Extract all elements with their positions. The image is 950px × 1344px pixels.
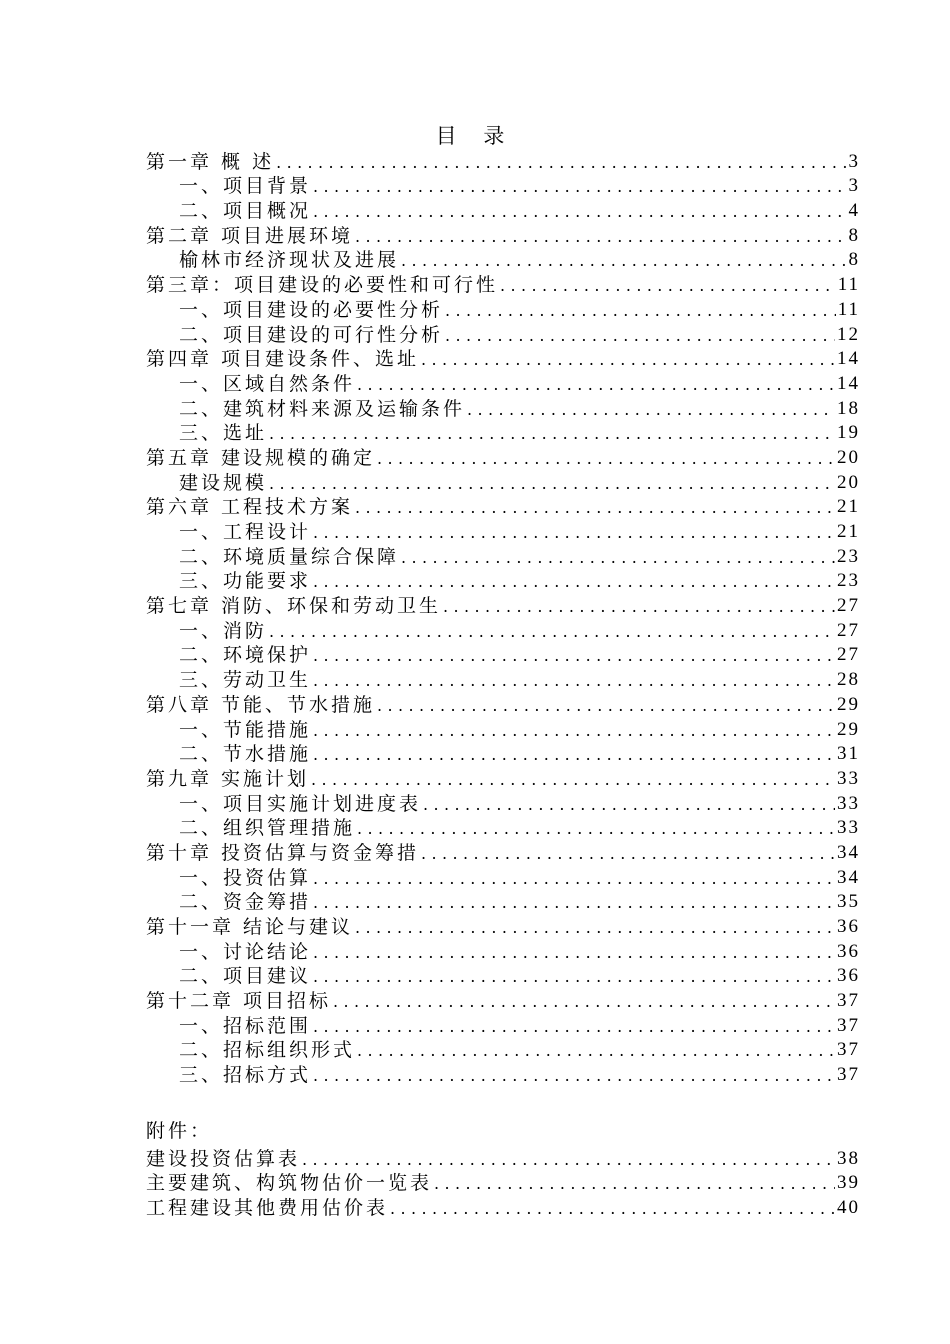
toc-page-number: 36 <box>837 965 860 987</box>
toc-page-number: 4 <box>848 200 860 222</box>
toc-subentry[interactable] <box>146 742 860 767</box>
dot-leader <box>355 917 835 939</box>
toc-page-number: 11 <box>837 298 860 320</box>
dot-leader <box>355 497 835 519</box>
toc-subentry[interactable] <box>146 371 860 396</box>
toc-subentry[interactable] <box>146 297 860 322</box>
toc-entry[interactable] <box>146 914 860 939</box>
dot-leader <box>313 522 835 544</box>
dot-leader <box>390 1198 835 1220</box>
toc-entry-label: 第十一章 结论与建议 <box>146 916 354 938</box>
dot-leader <box>421 843 835 865</box>
toc-page-number: 31 <box>837 743 860 765</box>
dot-leader <box>313 645 835 667</box>
dot-leader <box>443 596 835 618</box>
toc-page-number: 36 <box>837 940 860 962</box>
toc-page-number: 19 <box>837 422 860 444</box>
toc-entry-label: 第五章 建设规模的确定 <box>146 446 376 469</box>
toc-page-number: 33 <box>837 767 860 789</box>
dot-leader <box>500 275 836 297</box>
toc-subentry[interactable] <box>146 322 860 347</box>
toc-subentry[interactable] <box>146 816 860 841</box>
toc-entry-label: 第十章 投资估算与资金筹措 <box>146 841 420 864</box>
toc-entry-label: 榆林市经济现状及进展 <box>179 249 400 272</box>
toc-page-number: 35 <box>837 891 860 913</box>
toc-entry-label: 一、消防 <box>179 619 268 642</box>
dot-leader <box>467 399 835 421</box>
dot-leader <box>269 473 835 495</box>
toc-page-number: 27 <box>837 619 860 641</box>
toc-page-number: 38 <box>837 1147 860 1169</box>
toc-subentry[interactable] <box>146 396 860 421</box>
toc-page-number: 27 <box>837 644 860 666</box>
dot-leader <box>313 720 835 742</box>
toc-subentry[interactable] <box>146 791 860 816</box>
dot-leader <box>357 1040 835 1062</box>
toc-entry-label: 二、招标组织形式 <box>179 1039 356 1062</box>
toc-page-number: 34 <box>837 866 860 888</box>
dot-leader <box>313 571 835 593</box>
toc-page-number: 21 <box>837 496 860 518</box>
toc-entry-label: 第六章 工程技术方案 <box>146 496 354 519</box>
toc-subentry[interactable] <box>146 470 860 495</box>
dot-leader <box>357 374 835 396</box>
toc-subentry[interactable] <box>146 643 860 668</box>
toc-page-number: 23 <box>837 570 860 592</box>
dot-leader <box>421 349 835 371</box>
toc-entry[interactable] <box>146 692 860 717</box>
toc-entry[interactable] <box>146 223 860 248</box>
dot-leader <box>313 1016 835 1038</box>
toc-subentry[interactable] <box>146 421 860 446</box>
toc-page-number: 28 <box>837 669 860 691</box>
toc-entry[interactable] <box>146 988 860 1013</box>
toc-page-number: 34 <box>837 841 860 863</box>
toc-entry[interactable] <box>146 347 860 372</box>
toc-entry-label: 主要建筑、构筑物估价一览表 <box>146 1172 433 1195</box>
toc-page-number: 8 <box>848 249 860 271</box>
toc-subentry[interactable] <box>146 544 860 569</box>
dot-leader <box>313 670 835 692</box>
dot-leader <box>313 201 846 223</box>
toc-page-number: 18 <box>837 397 860 419</box>
toc-subentry[interactable] <box>146 1038 860 1063</box>
toc-page-number: 29 <box>837 718 860 740</box>
appendix-list <box>146 1146 860 1220</box>
toc-entry-label: 一、节能措施 <box>179 718 312 741</box>
dot-leader <box>313 1065 835 1087</box>
toc-page-number: 37 <box>837 1014 860 1036</box>
toc-subentry[interactable] <box>146 939 860 964</box>
toc-page-number: 14 <box>837 348 860 370</box>
toc-entry-label: 一、招标范围 <box>179 1014 312 1037</box>
toc-entry-label: 一、项目建设的必要性分析 <box>179 298 444 321</box>
toc-entry-label: 三、劳动卫生 <box>179 669 312 692</box>
toc-page-number: 33 <box>837 817 860 839</box>
toc-entry-label: 三、招标方式 <box>179 1064 312 1087</box>
toc-entry-label: 二、建筑材料来源及运输条件 <box>179 397 466 420</box>
toc-page-number: 37 <box>837 990 860 1012</box>
dot-leader <box>302 1149 835 1171</box>
toc-page-number: 37 <box>837 1039 860 1061</box>
toc-entry[interactable] <box>146 445 860 470</box>
toc-page-number: 3 <box>848 150 860 172</box>
toc-entry-label: 二、环境保护 <box>179 644 312 667</box>
dot-leader <box>313 868 835 890</box>
dot-leader <box>401 547 835 569</box>
toc-entry-label: 一、项目背景 <box>179 175 312 198</box>
toc-page-number: 39 <box>837 1172 860 1194</box>
toc-entry-label: 二、节水措施 <box>179 743 312 766</box>
toc-entry-label: 第八章 节能、节水措施 <box>146 693 376 716</box>
toc-page-number: 20 <box>837 446 860 468</box>
dot-leader <box>401 250 846 272</box>
toc-entry-label: 三、功能要求 <box>179 570 312 593</box>
toc-entry[interactable] <box>146 495 860 520</box>
toc-subentry[interactable] <box>146 890 860 915</box>
toc-entry[interactable] <box>146 593 860 618</box>
toc-subentry[interactable] <box>146 519 860 544</box>
toc-page-number: 36 <box>837 916 860 937</box>
toc-page-number: 20 <box>837 471 860 493</box>
toc-entry-label: 一、项目实施计划进度表 <box>179 792 422 815</box>
toc-entry-label: 一、投资估算 <box>179 866 312 889</box>
toc-entry[interactable] <box>146 272 860 297</box>
toc-entry-label: 三、选址 <box>179 422 268 445</box>
toc-entry[interactable] <box>146 1171 860 1196</box>
toc-subentry[interactable] <box>146 717 860 742</box>
toc-entry-label: 第十二章 项目招标 <box>146 990 332 1013</box>
toc-entry-label: 第七章 消防、环保和劳动卫生 <box>146 595 442 618</box>
toc-entry[interactable] <box>146 1195 860 1220</box>
table-of-contents <box>146 149 860 1087</box>
toc-entry-label: 第九章 实施计划 <box>146 767 310 790</box>
dot-leader <box>313 942 835 964</box>
toc-entry[interactable] <box>146 766 860 791</box>
toc-page-number: 27 <box>837 595 860 617</box>
dot-leader <box>445 300 836 322</box>
toc-entry-label: 第二章 项目进展环境 <box>146 224 354 247</box>
toc-page-number: 21 <box>837 521 860 542</box>
toc-entry-label: 第一章 概 述 <box>146 150 275 173</box>
toc-entry-label: 一、工程设计 <box>179 521 312 543</box>
toc-subentry[interactable] <box>146 1013 860 1038</box>
toc-page-number: 12 <box>837 323 860 345</box>
toc-entry-label: 工程建设其他费用估价表 <box>146 1197 389 1220</box>
toc-entry-label: 建设投资估算表 <box>146 1147 301 1170</box>
toc-subentry[interactable] <box>146 174 860 199</box>
dot-leader <box>333 991 835 1013</box>
dot-leader <box>434 1173 835 1195</box>
dot-leader <box>445 325 835 347</box>
toc-page-number: 3 <box>848 175 860 197</box>
toc-entry-label: 二、项目建议 <box>179 965 312 988</box>
dot-leader <box>276 152 846 174</box>
toc-page-number: 37 <box>837 1064 860 1086</box>
dot-leader <box>357 818 835 840</box>
toc-entry-label: 二、项目概况 <box>179 200 312 223</box>
toc-entry[interactable] <box>146 840 860 865</box>
toc-page-number: 8 <box>848 224 860 246</box>
toc-entry-label: 二、环境质量综合保障 <box>179 545 400 568</box>
toc-subentry[interactable] <box>146 618 860 643</box>
toc-entry-label: 二、资金筹措 <box>179 891 312 914</box>
toc-entry-label: 二、组织管理措施 <box>179 817 356 840</box>
dot-leader <box>423 794 835 816</box>
toc-entry-label: 二、项目建设的可行性分析 <box>179 323 444 346</box>
toc-entry-label: 一、讨论结论 <box>179 940 312 963</box>
dot-leader <box>313 966 835 988</box>
appendix-heading: 附件： <box>146 1120 213 1142</box>
toc-subentry[interactable] <box>146 248 860 273</box>
dot-leader <box>313 892 835 914</box>
toc-subentry[interactable] <box>146 198 860 223</box>
toc-page-number: 14 <box>837 372 860 394</box>
toc-entry-label: 第三章：项目建设的必要性和可行性 <box>146 274 499 297</box>
dot-leader <box>313 744 835 766</box>
toc-entry[interactable] <box>146 1146 860 1171</box>
dot-leader <box>269 621 835 643</box>
dot-leader <box>311 769 835 791</box>
toc-subentry[interactable] <box>146 569 860 594</box>
dot-leader <box>377 448 835 470</box>
toc-entry[interactable] <box>146 149 860 174</box>
toc-page-number: 29 <box>837 693 860 715</box>
dot-leader <box>355 226 846 248</box>
toc-page-number: 11 <box>837 274 860 296</box>
toc-title: 目 录 <box>435 124 515 148</box>
toc-page-number: 33 <box>837 792 860 814</box>
toc-subentry[interactable] <box>146 667 860 692</box>
toc-subentry[interactable] <box>146 1062 860 1087</box>
toc-subentry[interactable] <box>146 865 860 890</box>
dot-leader <box>269 423 835 445</box>
toc-subentry[interactable] <box>146 964 860 989</box>
toc-entry-label: 一、区域自然条件 <box>179 372 356 395</box>
toc-page-number: 40 <box>837 1197 860 1219</box>
dot-leader <box>377 695 835 717</box>
toc-page-number: 23 <box>837 545 860 567</box>
toc-entry-label: 第四章 项目建设条件、选址 <box>146 348 420 371</box>
toc-entry-label: 建设规模 <box>179 471 268 494</box>
dot-leader <box>313 176 846 198</box>
